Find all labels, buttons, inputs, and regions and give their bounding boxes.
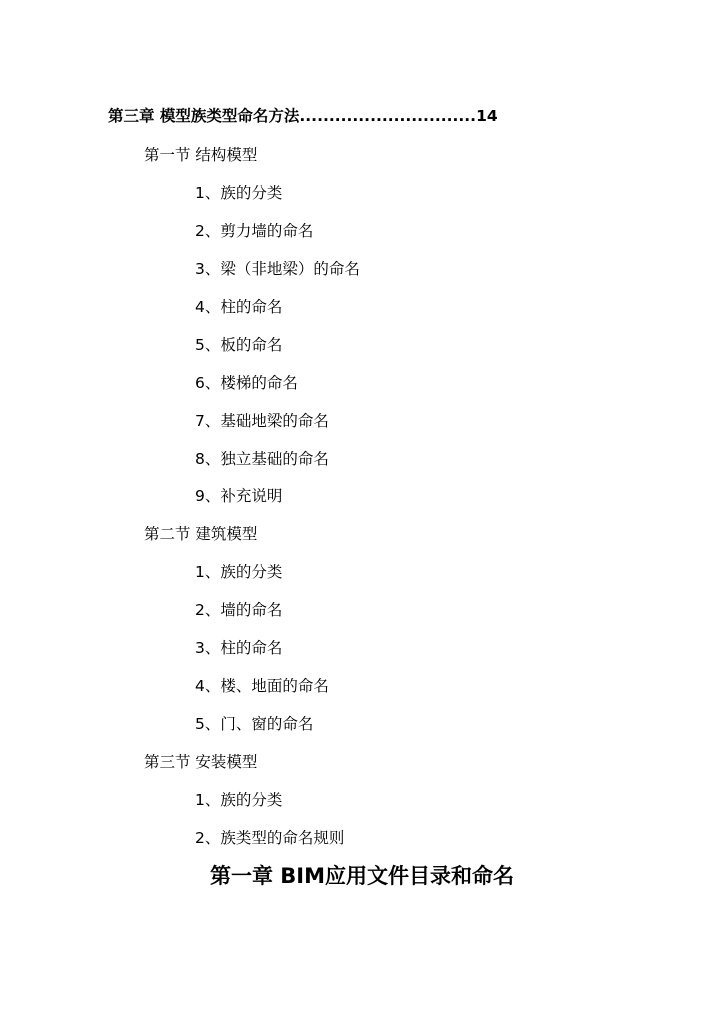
toc-item[interactable]: 1、族的分类 [195, 184, 283, 202]
toc-item[interactable]: 2、墙的命名 [195, 601, 283, 619]
toc-item[interactable]: 9、补充说明 [195, 487, 283, 505]
toc-item[interactable]: 4、楼、地面的命名 [195, 677, 329, 695]
toc-item[interactable]: 7、基础地梁的命名 [195, 412, 329, 430]
toc-item[interactable]: 5、门、窗的命名 [195, 715, 314, 733]
chapter-heading: 第一章 BIM应用文件目录和命名 [209, 864, 515, 888]
toc-item[interactable]: 6、楼梯的命名 [195, 374, 298, 392]
toc-item[interactable]: 2、族类型的命名规则 [195, 829, 345, 847]
toc-item[interactable]: 3、梁（非地梁）的命名 [195, 260, 360, 278]
toc-section-mep[interactable]: 第三节 安装模型 [144, 753, 258, 771]
toc-item[interactable]: 8、独立基础的命名 [195, 450, 329, 468]
toc-item[interactable]: 4、柱的命名 [195, 298, 283, 316]
toc-item[interactable]: 1、族的分类 [195, 791, 283, 809]
toc-dot-leader: .............................. [299, 107, 477, 125]
toc-chapter-title: 第三章 模型族类型命名方法 [108, 107, 300, 125]
toc-item[interactable]: 1、族的分类 [195, 563, 283, 581]
toc-item[interactable]: 3、柱的命名 [195, 639, 283, 657]
toc-section-structural[interactable]: 第一节 结构模型 [144, 146, 258, 164]
toc-chapter-entry[interactable] [108, 105, 498, 127]
toc-page-number: 14 [476, 107, 498, 125]
toc-item[interactable]: 5、板的命名 [195, 336, 283, 354]
toc-item[interactable]: 2、剪力墙的命名 [195, 222, 314, 240]
toc-section-architectural[interactable]: 第二节 建筑模型 [144, 525, 258, 543]
